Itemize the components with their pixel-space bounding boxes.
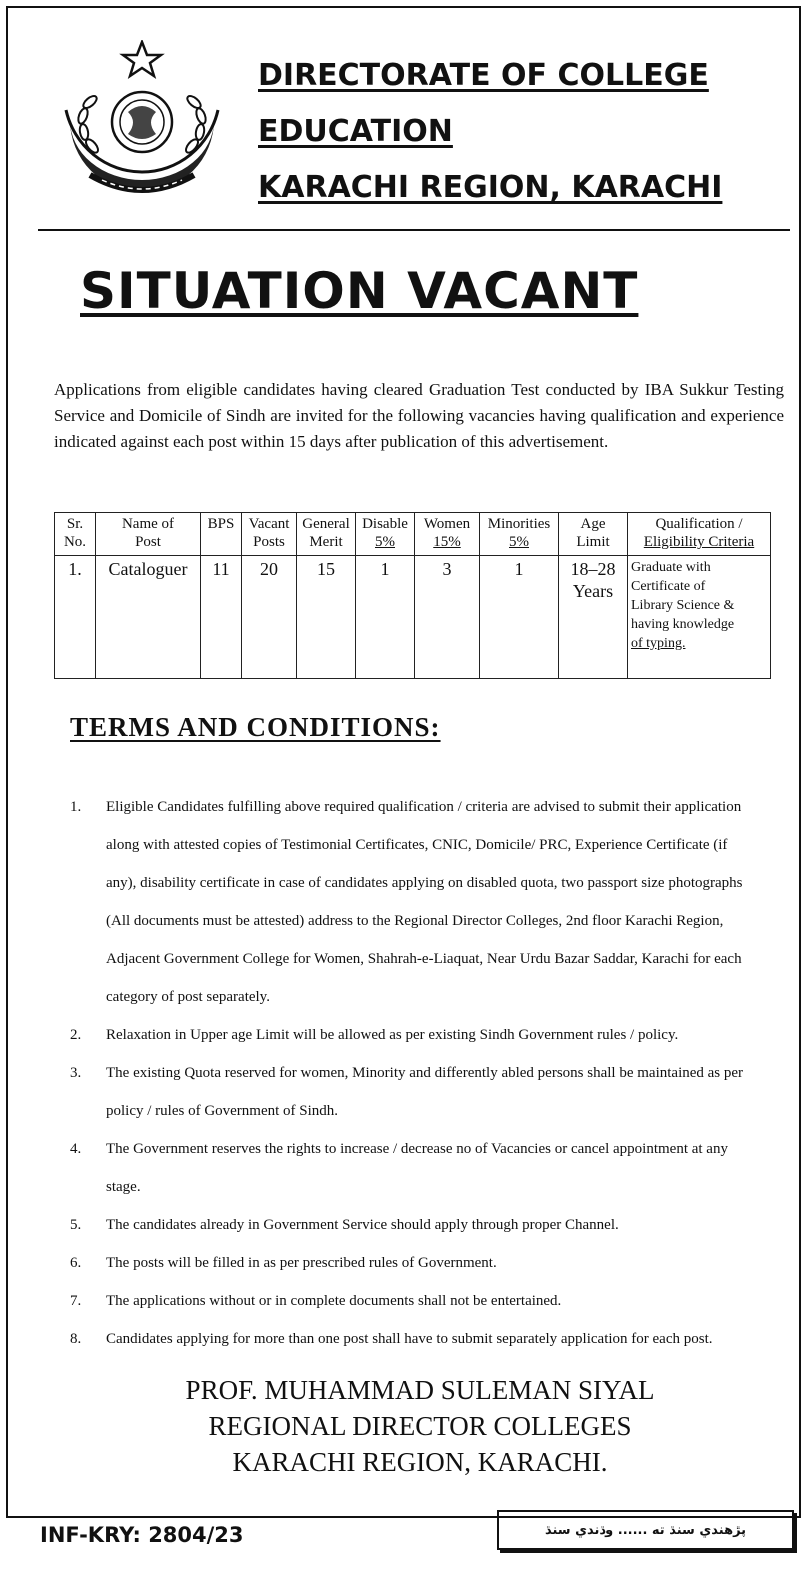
col-qualification: Qualification / Eligibility Criteria (628, 513, 771, 556)
list-item: 5. The candidates already in Government Service should apply through proper Channel. (70, 1217, 619, 1233)
col-age: Age Limit (559, 513, 628, 556)
signatory-location: KARACHI REGION, KARACHI. (232, 1447, 608, 1477)
table-row (55, 556, 771, 679)
org-line-3: KARACHI REGION, KARACHI (258, 170, 723, 205)
cell-disable: 1 (356, 556, 415, 679)
col-sr: Sr. No. (55, 513, 96, 556)
cell-age: 18–28 Years (559, 556, 628, 679)
org-line-2: EDUCATION (258, 114, 453, 149)
cell-bps: 11 (201, 556, 242, 679)
col-bps: BPS (201, 513, 242, 556)
cell-vacant: 20 (242, 556, 297, 679)
organization-name (258, 48, 722, 216)
cell-general: 15 (297, 556, 356, 679)
intro-paragraph: Applications from eligible candidates having cleared Graduation Test conducted by IBA Sukkur Testing Service and Domicile of Sindh are invited for the following vacancies having qualification and experience indicated against each post within 15 days after publication of this advertisement. (54, 380, 784, 451)
signatory-name: PROF. MUHAMMAD SULEMAN SIYAL (185, 1375, 655, 1405)
col-women: Women 15% (415, 513, 480, 556)
government-of-sindh-seal-icon (50, 40, 235, 210)
table-header-row (55, 513, 771, 556)
list-item: 3. The existing Quota reserved for women, Minority and differently abled persons shall be maintained as per policy / rules of Government of Sindh. (70, 1065, 744, 1119)
list-item: 4. The Government reserves the rights to increase / decrease no of Vacancies or cancel appointment at any stage. (70, 1141, 728, 1195)
list-item: 8. Candidates applying for more than one post shall have to submit separately application for each post. (70, 1331, 713, 1347)
list-item: 7. The applications without or in complete documents shall not be entertained. (70, 1293, 562, 1309)
list-item: 2. Relaxation in Upper age Limit will be allowed as per existing Sindh Government rules / policy. (70, 1027, 679, 1043)
col-minorities: Minorities 5% (480, 513, 559, 556)
page-title: SITUATION VACANT (80, 262, 639, 320)
col-vacant: Vacant Posts (242, 513, 297, 556)
cell-minorities: 1 (480, 556, 559, 679)
col-general: General Merit (297, 513, 356, 556)
signatory-title: REGIONAL DIRECTOR COLLEGES (208, 1411, 632, 1441)
header-divider (38, 229, 790, 231)
org-line-1: DIRECTORATE OF COLLEGE (258, 58, 709, 93)
cell-qualification: Graduate with Certificate of Library Science & having knowledge of typing. (628, 556, 771, 679)
cell-women: 3 (415, 556, 480, 679)
cell-name: Cataloguer (96, 556, 201, 679)
terms-heading: TERMS AND CONDITIONS: (70, 712, 441, 742)
cell-sr: 1. (55, 556, 96, 679)
col-disable: Disable 5% (356, 513, 415, 556)
vacancy-table (54, 512, 771, 679)
list-item: 1. Eligible Candidates fulfilling above required qualification / criteria are advised to submit their application along with attested copies of Testimonial Certificates, CNIC, Domicile/ PRC, Experience Certificate (if any), disability certificate in case of candidates applying on disabled quota, two passport size photographs (All documents must be attested) address to the Regional Director Colleges, 2nd floor Karachi Region, Adjacent Government College for Women, Shahrah-e-Liaquat, Near Urdu Bazar Saddar, Karachi for each category of post separately. (70, 799, 743, 1005)
col-name: Name of Post (96, 513, 201, 556)
slogan-stamp: پڙهندي سنڌ ته ...... وڌندي سنڌ (497, 1510, 794, 1550)
list-item: 6. The posts will be filled in as per prescribed rules of Government. (70, 1255, 497, 1271)
reference-number: INF-KRY: 2804/23 (40, 1523, 244, 1547)
signature-block (110, 1372, 730, 1480)
terms-list (70, 788, 750, 1358)
